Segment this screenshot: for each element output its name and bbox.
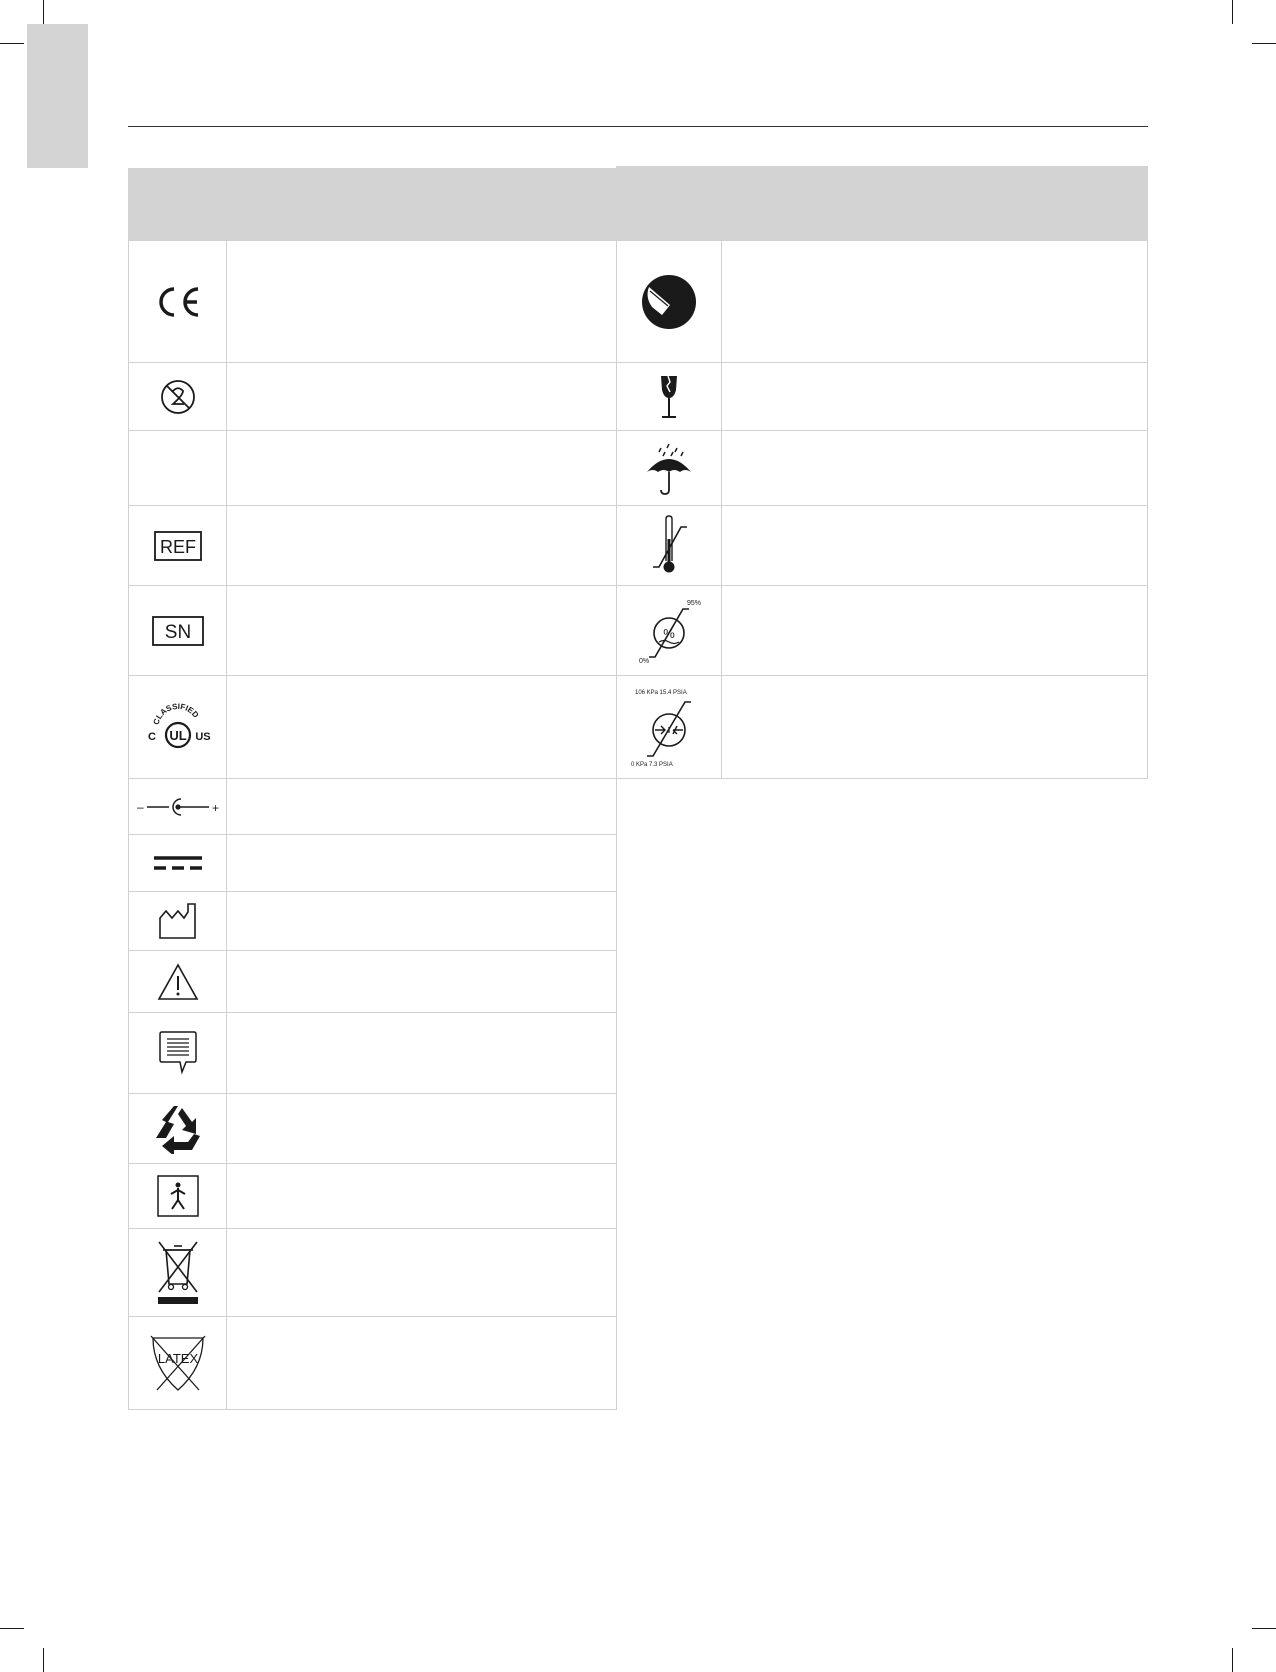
list-item [226, 585, 617, 676]
table-row [128, 834, 227, 892]
crop-mark [1232, 0, 1233, 24]
table-row [128, 1163, 227, 1229]
list-item [226, 891, 617, 951]
atmospheric-pressure-limit-icon [629, 686, 709, 768]
latex-free-icon [147, 1332, 209, 1394]
ul-classified-icon [144, 701, 212, 753]
table-row [128, 950, 227, 1013]
table-row [128, 1093, 227, 1164]
table-header-left [128, 168, 616, 240]
table-row [128, 505, 227, 586]
minus-label: – [136, 799, 144, 814]
list-item [226, 1163, 617, 1229]
ce-mark-icon [154, 285, 202, 319]
list-item [226, 1316, 617, 1410]
header-rule [128, 126, 1148, 127]
list-item [721, 240, 1148, 363]
weee-disposal-icon [156, 1240, 200, 1306]
consult-instructions-icon [158, 1030, 198, 1076]
sn-label: SN [164, 621, 191, 643]
list-item [721, 430, 1148, 506]
crop-mark [43, 1648, 44, 1672]
crop-mark [1252, 43, 1276, 44]
table-row [128, 1012, 227, 1094]
table-row [128, 240, 227, 363]
keep-away-from-sunlight-icon [640, 273, 698, 331]
pressure-min-label: 0 KPa 7.3 PSIA [631, 762, 673, 768]
humidity-max-label: 95% [687, 599, 701, 607]
table-row [616, 505, 722, 586]
table-row [616, 430, 722, 506]
crop-mark [43, 0, 44, 24]
plus-label: + [211, 800, 219, 815]
fragile-icon [657, 374, 681, 420]
keep-dry-icon [645, 440, 693, 496]
manufacturer-icon [158, 902, 198, 940]
list-item [721, 505, 1148, 586]
list-item [226, 1228, 617, 1317]
table-row [128, 362, 227, 431]
direct-current-icon [152, 854, 204, 872]
recycle-icon [152, 1104, 204, 1154]
list-item [721, 362, 1148, 431]
crop-mark [1252, 1628, 1276, 1629]
do-not-reuse-icon [159, 378, 197, 416]
list-item [226, 505, 617, 586]
ul-label: UL [168, 728, 187, 743]
c-label: C [147, 731, 156, 743]
table-row [128, 778, 227, 835]
table-row [616, 240, 722, 363]
list-item [226, 240, 617, 363]
pressure-max-label: 106 KPa 15.4 PSIA [635, 690, 687, 696]
list-item [226, 1012, 617, 1094]
table-row [128, 1316, 227, 1410]
ref-label: REF [159, 536, 196, 557]
catalogue-number-icon [154, 531, 202, 561]
list-item [226, 778, 617, 835]
humidity-limit-icon [637, 595, 701, 667]
humidity-min-label: 0% [639, 657, 650, 665]
list-item [226, 362, 617, 431]
crop-mark [1232, 1648, 1233, 1672]
table-row [128, 891, 227, 951]
section-tab [27, 24, 88, 168]
list-item [226, 950, 617, 1013]
table-row [616, 585, 722, 676]
temperature-limit-icon [651, 515, 687, 577]
percent-label: % [663, 625, 675, 641]
list-item [226, 430, 617, 506]
type-bf-applied-part-icon [157, 1175, 199, 1217]
us-label: US [194, 731, 211, 743]
caution-icon [157, 963, 199, 1001]
latex-label: LATEX [157, 1351, 198, 1366]
crop-mark [0, 1628, 24, 1629]
table-row [128, 675, 227, 779]
table-row [616, 675, 722, 779]
table-row [128, 585, 227, 676]
table-row [128, 1228, 227, 1317]
table-row [616, 362, 722, 431]
classified-label: CLASSIFIED [151, 701, 201, 726]
list-item [226, 834, 617, 892]
list-item [226, 1093, 617, 1164]
list-item [721, 675, 1148, 779]
table-row [128, 430, 227, 506]
crop-mark [0, 43, 24, 44]
table-header-right [616, 166, 1148, 240]
list-item [721, 585, 1148, 676]
list-item [226, 675, 617, 779]
serial-number-icon [152, 616, 204, 646]
dc-polarity-icon [133, 795, 223, 819]
